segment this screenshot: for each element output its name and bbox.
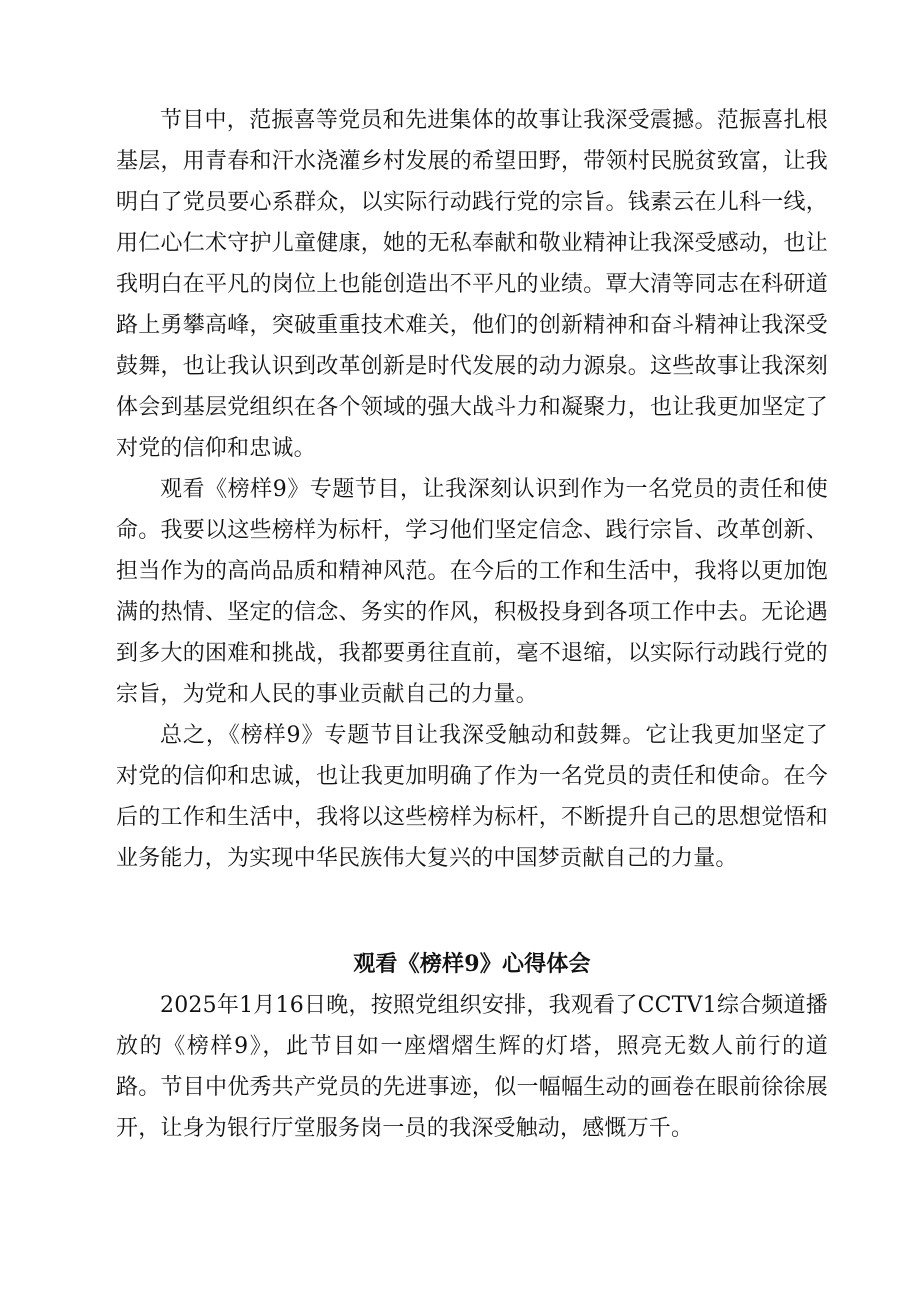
body-paragraph: 总之，《榜样9》专题节目让我深受触动和鼓舞。它让我更加坚定了对党的信仰和忠诚，也让我更加明确了作为一名党员的责任和使命。在今后的工作和生活中，我将以这些榜样为标杆，不断提升自己的思想觉悟和业务能力，为实现中华民族伟大复兴的中国梦贡献自己的力量。 bbox=[116, 723, 828, 871]
document-body bbox=[116, 100, 828, 1149]
body-paragraph: 观看《榜样9》专题节目，让我深刻认识到作为一名党员的责任和使命。我要以这些榜样为标杆，学习他们坚定信念、践行宗旨、改革创新、担当作为的高尚品质和精神风范。在今后的工作和生活中，我将以更加饱满的热情、坚定的信念、务实的作风，积极投身到各项工作中去。无论遇到多大的困难和挑战，我都要勇往直前，毫不退缩，以实际行动践行党的宗旨，为党和人民的事业贡献自己的力量。 bbox=[116, 477, 828, 707]
section-title: 观看《榜样9》心得体会 bbox=[353, 951, 591, 977]
body-paragraph: 2025年1月16日晚，按照党组织安排，我观看了CCTV1综合频道播放的《榜样9》，此节目如一座熠熠生辉的灯塔，照亮无数人前行的道路。节目中优秀共产党员的先进事迹，似一幅幅生动的画卷在眼前徐徐展开，让身为银行厅堂服务岗一员的我深受触动，感慨万千。 bbox=[116, 993, 828, 1141]
body-paragraph: 节目中，范振喜等党员和先进集体的故事让我深受震撼。范振喜扎根基层，用青春和汗水浇灌乡村发展的希望田野，带领村民脱贫致富，让我明白了党员要心系群众，以实际行动践行党的宗旨。钱素云在儿科一线，用仁心仁术守护儿童健康，她的无私奉献和敬业精神让我深受感动，也让我明白在平凡的岗位上也能创造出不平凡的业绩。覃大清等同志在科研道路上勇攀高峰，突破重重技术难关，他们的创新精神和奋斗精神让我深受鼓舞，也让我认识到改革创新是时代发展的动力源泉。这些故事让我深刻体会到基层党组织在各个领域的强大战斗力和凝聚力，也让我更加坚定了对党的信仰和忠诚。 bbox=[116, 108, 828, 461]
